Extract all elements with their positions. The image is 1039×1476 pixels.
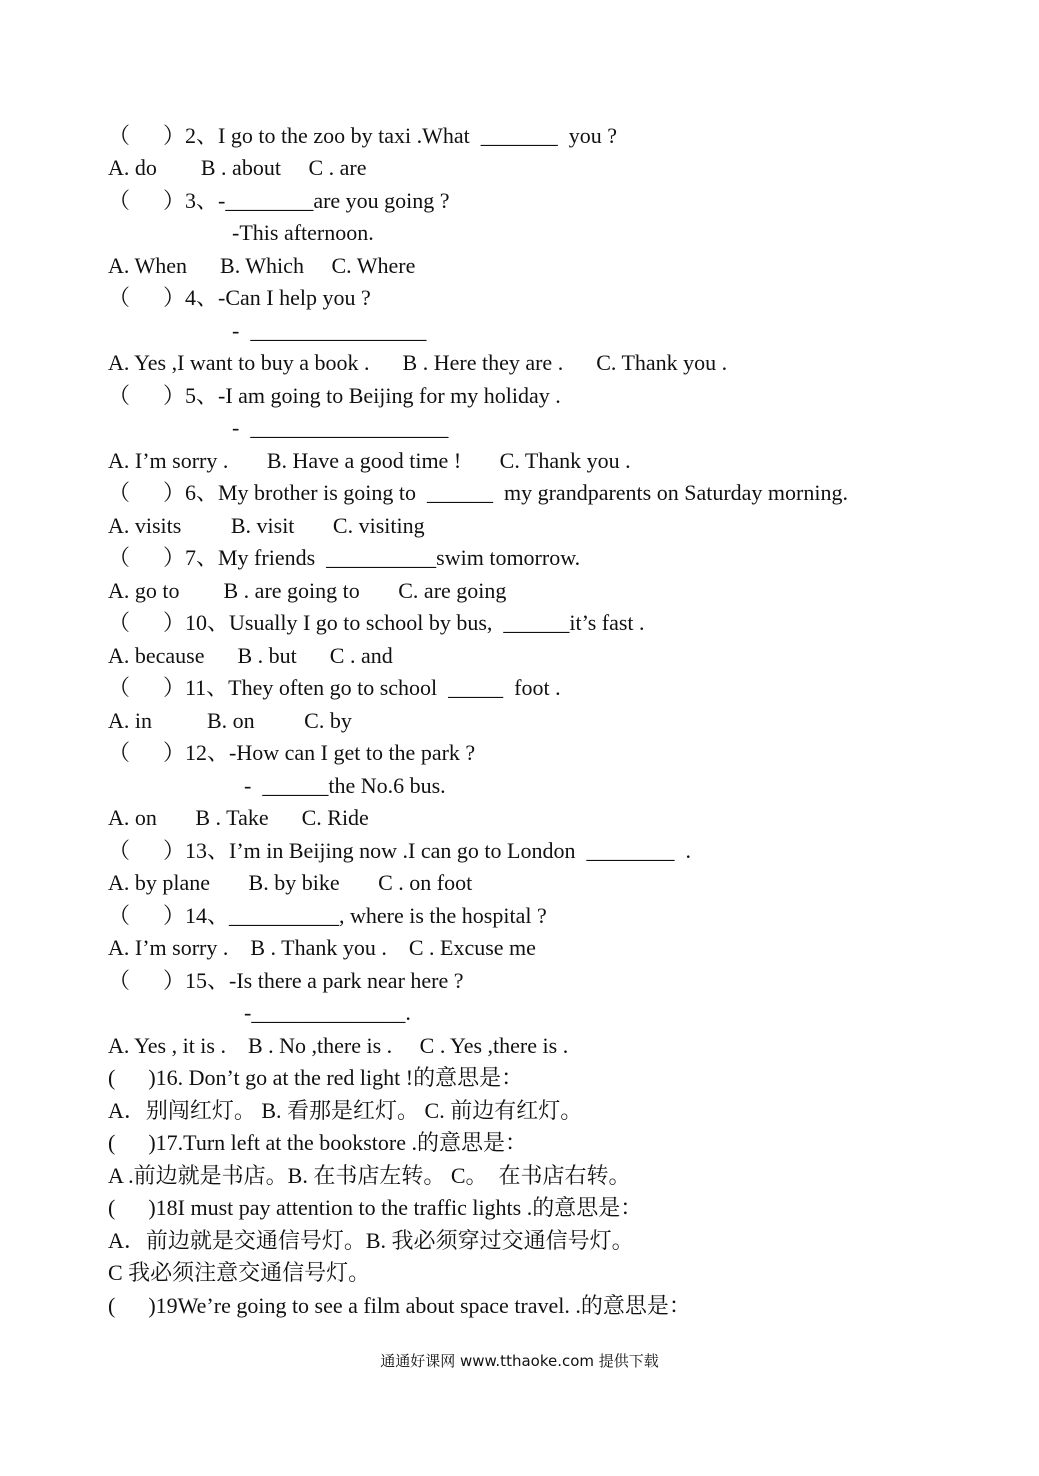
question-16: ( )16. Don’t go at the red light !的意思是： [108, 1065, 524, 1090]
question-12-answer-line: - ______the No.6 bus. [244, 773, 446, 798]
question-11-options: A. in B. on C. by [108, 708, 352, 733]
question-4: （ ）4、-Can I help you ? [108, 285, 371, 310]
page-footer: 通通好课网 www.tthaoke.com 提供下载 [380, 1352, 659, 1370]
question-14: （ ）14、__________, where is the hospital ? [108, 903, 547, 928]
question-5-options: A. I’m sorry . B. Have a good time ! C. Thank you . [108, 448, 631, 473]
question-4-options: A. Yes ,I want to buy a book . B . Here they are . C. Thank you . [108, 350, 728, 375]
question-17: ( )17.Turn left at the bookstore .的意思是： [108, 1130, 527, 1155]
question-19: ( )19We’re going to see a film about space travel. .的意思是： [108, 1293, 691, 1318]
question-3-answer-line: -This afternoon. [232, 220, 374, 245]
question-13-options: A. by plane B. by bike C . on foot [108, 870, 473, 895]
question-3-options: A. When B. Which C. Where [108, 253, 416, 278]
question-10-options: A. because B . but C . and [108, 643, 393, 668]
question-18-option-c: C 我必须注意交通信号灯。 [108, 1260, 371, 1285]
question-5-answer-line: - __________________ [232, 415, 449, 440]
question-7: （ ）7、My friends __________swim tomorrow. [108, 545, 581, 570]
question-11: （ ）11、They often go to school _____ foot . [108, 675, 561, 700]
question-15-answer-line: -______________. [244, 1000, 411, 1025]
question-15-options: A. Yes , it is . B . No ,there is . C . Yes ,there is . [108, 1033, 569, 1058]
question-14-options: A. I’m sorry . B . Thank you . C . Excuse me [108, 935, 536, 960]
question-13: （ ）13、I’m in Beijing now .I can go to London ________ . [108, 838, 691, 863]
question-17-options: A .前边就是书店。B. 在书店左转。 C。 在书店右转。 [108, 1163, 631, 1188]
question-3: （ ）3、-________are you going ? [108, 188, 450, 213]
question-18: ( )18I must pay attention to the traffic lights .的意思是： [108, 1195, 643, 1220]
question-15: （ ）15、-Is there a park near here ? [108, 968, 464, 993]
question-5: （ ）5、-I am going to Beijing for my holiday . [108, 383, 561, 408]
question-18-options-ab: A．前边就是交通信号灯。B. 我必须穿过交通信号灯。 [108, 1228, 634, 1253]
question-2-options: A. do B . about C . are [108, 155, 367, 180]
question-6: （ ）6、My brother is going to ______ my grandparents on Saturday morning. [108, 480, 848, 505]
question-6-options: A. visits B. visit C. visiting [108, 513, 425, 538]
question-2: （ ）2、I go to the zoo by taxi .What _______ you ? [108, 123, 617, 148]
question-4-answer-line: - ________________ [232, 318, 427, 343]
question-10: （ ）10、Usually I go to school by bus, ______it’s fast . [108, 610, 645, 635]
question-12: （ ）12、-How can I get to the park ? [108, 740, 476, 765]
question-7-options: A. go to B . are going to C. are going [108, 578, 507, 603]
question-16-options: A．别闯红灯。 B. 看那是红灯。 C. 前边有红灯。 [108, 1098, 583, 1123]
question-12-options: A. on B . Take C. Ride [108, 805, 369, 830]
